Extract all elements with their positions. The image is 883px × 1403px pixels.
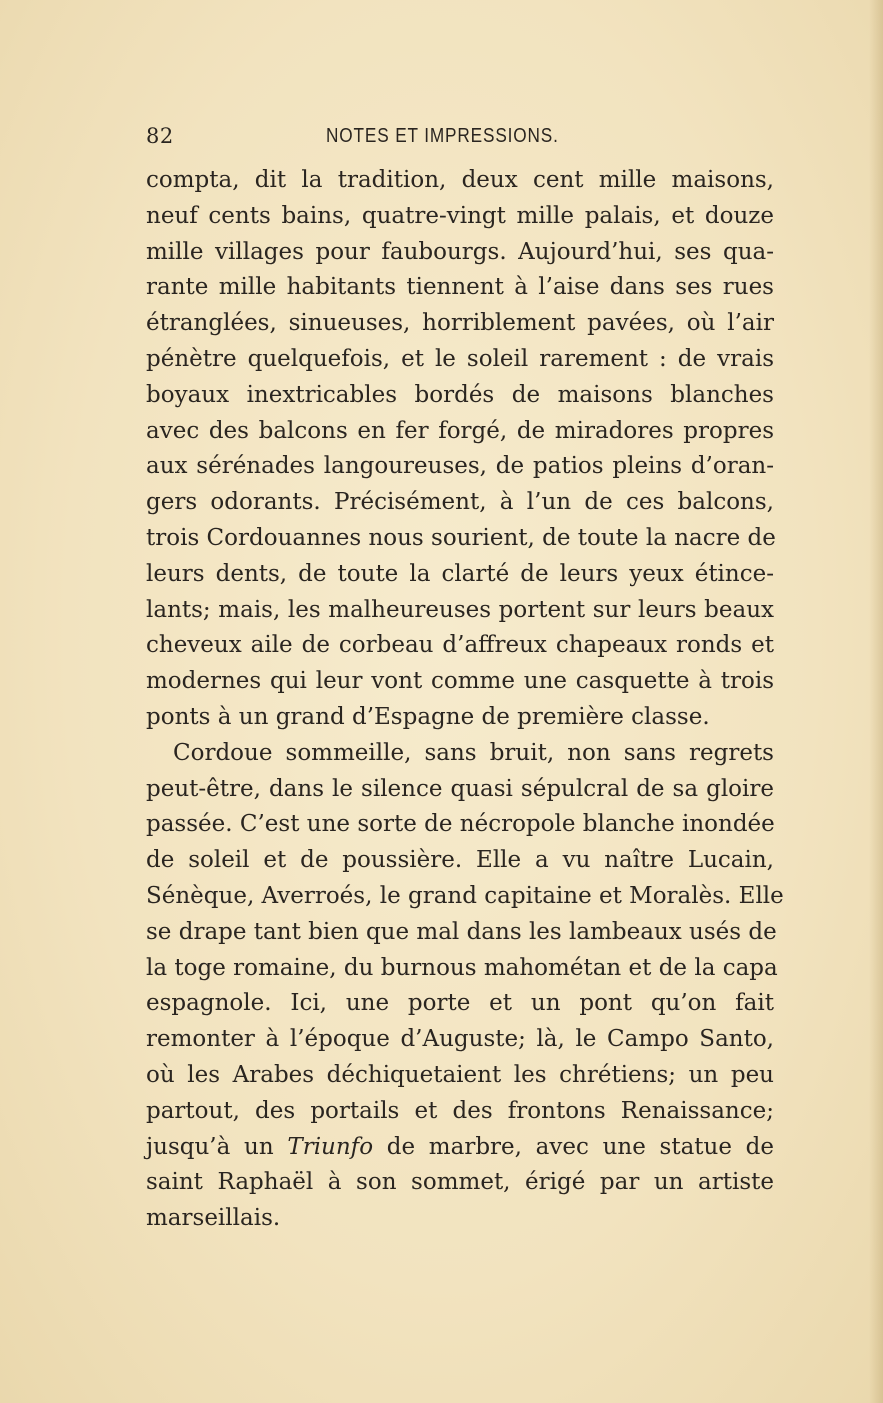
text-line: compta, dit la tradition, deux cent mille maisons, bbox=[146, 167, 774, 193]
body-text bbox=[146, 163, 784, 1237]
text-line: de soleil et de poussière. Elle a vu naître Lucain, bbox=[146, 847, 774, 874]
text-line: peut-être, dans le silence quasi sépulcral de sa gloire bbox=[146, 775, 774, 802]
text-fragment: jusqu’à un bbox=[146, 1133, 288, 1160]
text-line: mille villages pour faubourgs. Aujourd’hui, ses qua- bbox=[146, 238, 774, 265]
text-line: neuf cents bains, quatre-vingt mille palais, et douze bbox=[146, 202, 774, 229]
running-head: NOTES ET IMPRESSIONS. bbox=[326, 125, 559, 147]
text-line: saint Raphaël à son sommet, érigé par un artiste bbox=[146, 1169, 774, 1196]
page-edge-shadow bbox=[869, 0, 883, 1403]
text-line: espagnole. Ici, une porte et un pont qu’on fait bbox=[146, 990, 774, 1017]
text-line: boyaux inextricables bordés de maisons blanches bbox=[146, 381, 774, 408]
page-number: 82 bbox=[146, 124, 174, 148]
text-line: aux sérénades langoureuses, de patios pleins d’oran- bbox=[146, 453, 774, 480]
italic-word: Triunfo bbox=[287, 1133, 374, 1160]
text-line: pénètre quelquefois, et le soleil rarement : de vrais bbox=[146, 345, 774, 372]
text-line: ponts à un grand d’Espagne de première classe. bbox=[146, 703, 710, 730]
page-header bbox=[146, 124, 774, 154]
text-line: marseillais. bbox=[146, 1205, 281, 1232]
text-line: où les Arabes déchiquetaient les chrétiens; un peu bbox=[146, 1061, 774, 1088]
text-line: gers odorants. Précisément, à l’un de ces balcons, bbox=[146, 489, 774, 516]
text-line-with-italic bbox=[146, 1130, 774, 1166]
text-line: modernes qui leur vont comme une casquette à trois bbox=[146, 668, 774, 695]
text-line: se drape tant bien que mal dans les lambeaux usés de bbox=[146, 918, 777, 945]
text-line: avec des balcons en fer forgé, de miradores propres bbox=[146, 417, 774, 444]
text-line: partout, des portails et des frontons Renaissance; bbox=[146, 1097, 774, 1124]
text-line: lants; mais, les malheureuses portent sur leurs beaux bbox=[146, 596, 774, 623]
text-line: leurs dents, de toute la clarté de leurs yeux étince- bbox=[146, 560, 774, 587]
text-fragment: de marbre, avec une statue de bbox=[373, 1133, 774, 1160]
text-line: cheveux aile de corbeau d’affreux chapeaux ronds et bbox=[146, 632, 774, 659]
text-line: remonter à l’époque d’Auguste; là, le Campo Santo, bbox=[146, 1026, 774, 1053]
text-line: rante mille habitants tiennent à l’aise dans ses rues bbox=[146, 274, 774, 301]
text-line: Sénèque, Averroés, le grand capitaine et Moralès. Elle bbox=[146, 882, 784, 909]
text-line: la toge romaine, du burnous mahométan et de la capa bbox=[146, 954, 778, 981]
text-line: étranglées, sinueuses, horriblement pavées, où l’air bbox=[146, 310, 774, 337]
text-line: Cordoue sommeille, sans bruit, non sans regrets bbox=[173, 739, 774, 766]
text-line: passée. C’est une sorte de nécropole blanche inondée bbox=[146, 811, 775, 838]
text-line: trois Cordouannes nous sourient, de toute la nacre de bbox=[146, 524, 776, 551]
